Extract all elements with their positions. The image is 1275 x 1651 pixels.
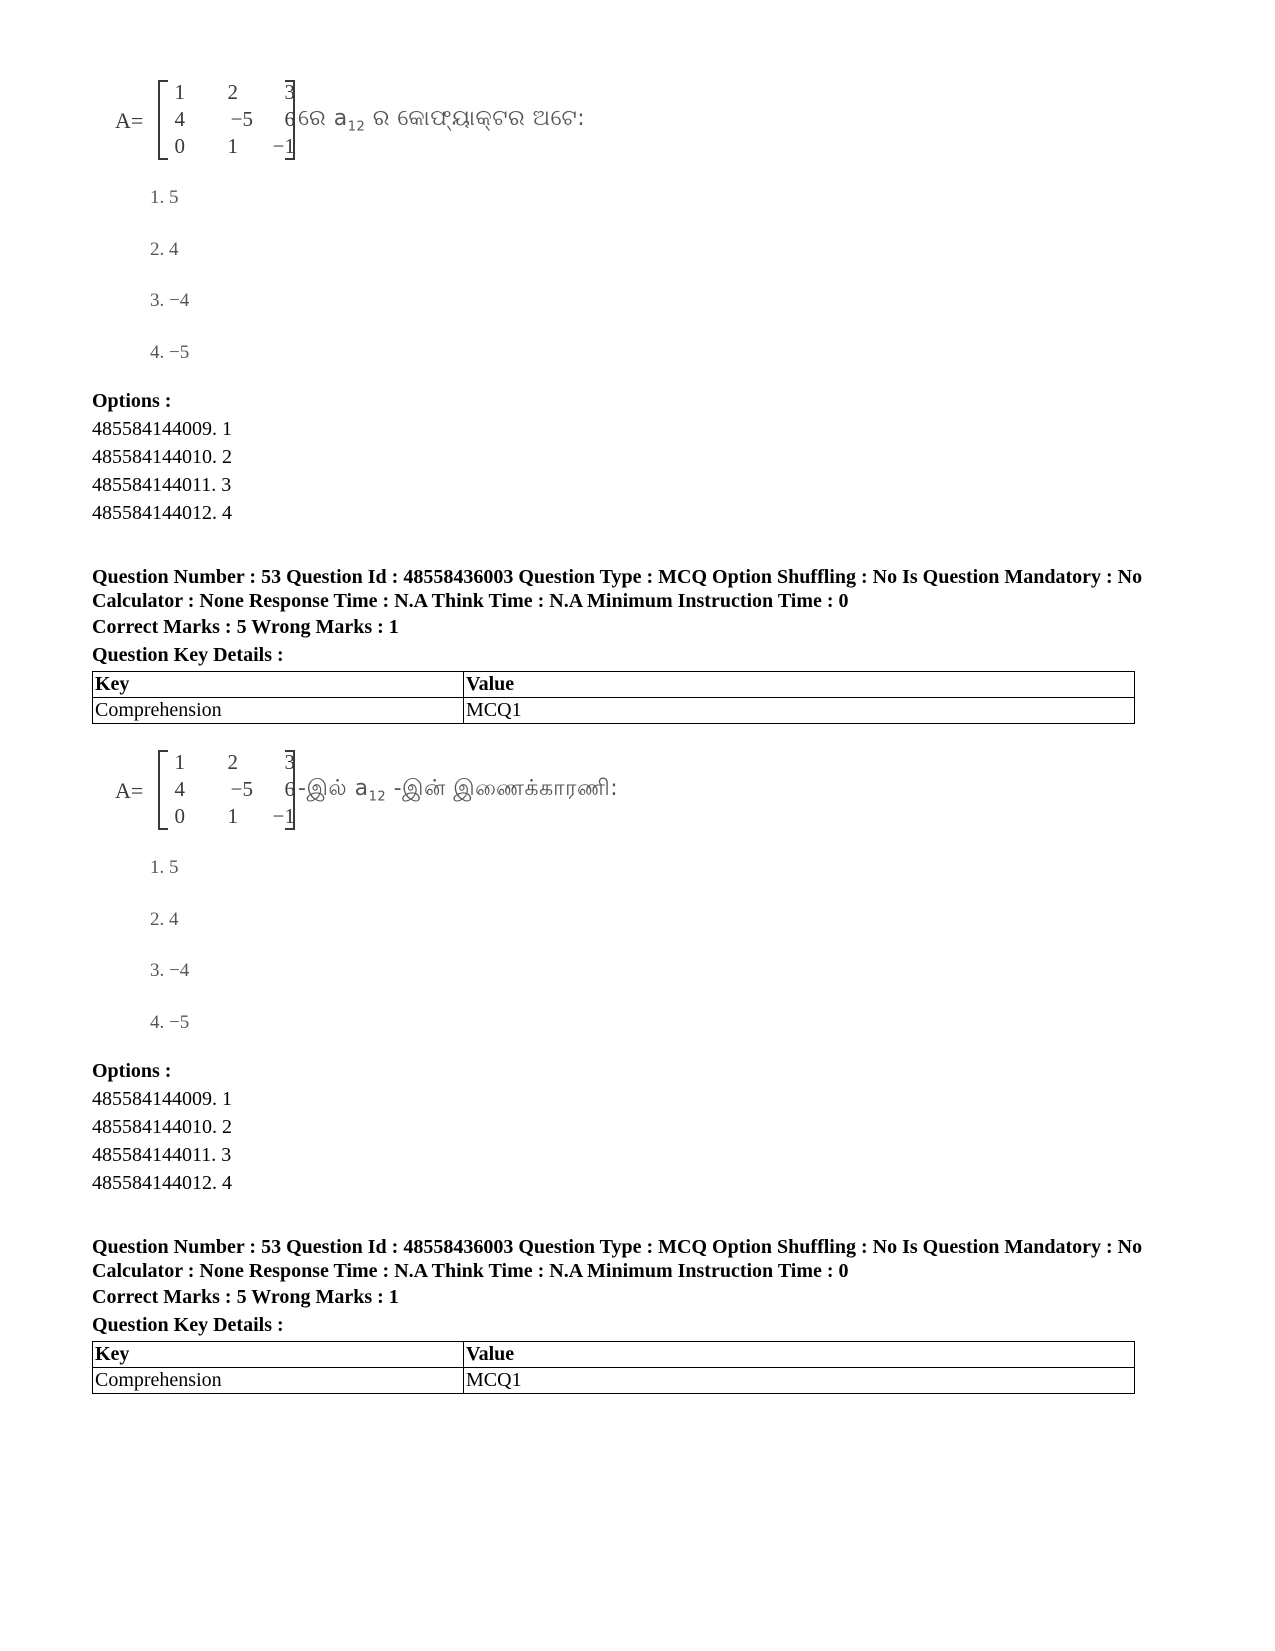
option-line: 485584144009. 1	[92, 1088, 232, 1110]
question-image-tamil	[110, 750, 810, 1050]
choice-item: 1. 5	[150, 857, 179, 878]
options-heading: Options :	[92, 1060, 172, 1082]
table-header-key: Key	[93, 672, 464, 698]
choice-item: 3. −4	[150, 290, 190, 311]
table-header-value: Value	[464, 1342, 1135, 1368]
matrix-cell: 4	[174, 107, 185, 131]
question-meta: Question Number : 53 Question Id : 48558436003 Question Type : MCQ Option Shuffling : No Is Question Mandatory : No Calculator : None Response Time : N.A Think Time : N.A Minimum Instruction Time : 0	[92, 566, 1143, 612]
matrix	[110, 80, 810, 162]
matrix-cell: −1	[272, 134, 295, 158]
matrix-cell: −1	[272, 804, 295, 828]
key-details-table	[92, 671, 1135, 724]
choice-item: 4. −5	[150, 1012, 190, 1033]
option-line: 485584144010. 2	[92, 446, 232, 468]
choice-item: 1. 5	[150, 187, 179, 208]
matrix-right-bracket	[285, 750, 295, 830]
key-details-heading: Question Key Details :	[92, 644, 284, 666]
table-cell-key: Comprehension	[93, 698, 464, 724]
option-line: 485584144009. 1	[92, 418, 232, 440]
matrix-cell: 2	[227, 750, 238, 774]
key-details-heading: Question Key Details :	[92, 1314, 284, 1336]
option-line: 485584144010. 2	[92, 1116, 232, 1138]
choice-item: 4. −5	[150, 342, 190, 363]
options-heading: Options :	[92, 390, 172, 412]
matrix-cell: 1	[227, 804, 238, 828]
question-image-odia	[110, 80, 810, 380]
matrix-cell: 3	[284, 80, 295, 104]
marks-line: Correct Marks : 5 Wrong Marks : 1	[92, 1286, 399, 1308]
matrix-right-bracket	[285, 80, 295, 160]
table-row	[93, 1368, 1135, 1394]
option-line: 485584144012. 4	[92, 1172, 232, 1194]
option-line: 485584144011. 3	[92, 474, 232, 496]
table-cell-value: MCQ1	[464, 1368, 1135, 1394]
matrix-cell: 0	[174, 804, 185, 828]
option-line: 485584144011. 3	[92, 1144, 232, 1166]
key-details-table	[92, 1341, 1135, 1394]
matrix-label: A=	[115, 778, 144, 803]
table-header-row	[93, 1342, 1135, 1368]
matrix-cell: 6	[284, 777, 295, 801]
table-cell-key: Comprehension	[93, 1368, 464, 1394]
choice-item: 3. −4	[150, 960, 190, 981]
table-cell-value: MCQ1	[464, 698, 1135, 724]
matrix-cell: −5	[230, 107, 253, 131]
marks-line: Correct Marks : 5 Wrong Marks : 1	[92, 616, 399, 638]
matrix-label: A=	[115, 108, 144, 133]
table-header-value: Value	[464, 672, 1135, 698]
matrix-cell: 0	[174, 134, 185, 158]
table-row	[93, 698, 1135, 724]
matrix-cell: 2	[227, 80, 238, 104]
choice-item: 2. 4	[150, 909, 179, 930]
matrix-cell: 1	[174, 750, 185, 774]
matrix	[110, 750, 810, 832]
choice-item: 2. 4	[150, 239, 179, 260]
table-header-row	[93, 672, 1135, 698]
matrix-cell: 4	[174, 777, 185, 801]
matrix-cell: 1	[227, 134, 238, 158]
matrix-cell: −5	[230, 777, 253, 801]
question-stem: -இல் $a_{12}$ -இன் இணைக்காரணி:	[298, 776, 619, 805]
table-header-key: Key	[93, 1342, 464, 1368]
question-stem: ରେ $a_{12}$ ର କୋଫ୍ୟାକ୍ଟର ଅଟେ:	[298, 106, 586, 135]
matrix-cell: 3	[284, 750, 295, 774]
matrix-cell: 6	[284, 107, 295, 131]
option-line: 485584144012. 4	[92, 502, 232, 524]
matrix-cell: 1	[174, 80, 185, 104]
question-meta: Question Number : 53 Question Id : 48558436003 Question Type : MCQ Option Shuffling : No Is Question Mandatory : No Calculator : None Response Time : N.A Think Time : N.A Minimum Instruction Time : 0	[92, 1236, 1143, 1282]
